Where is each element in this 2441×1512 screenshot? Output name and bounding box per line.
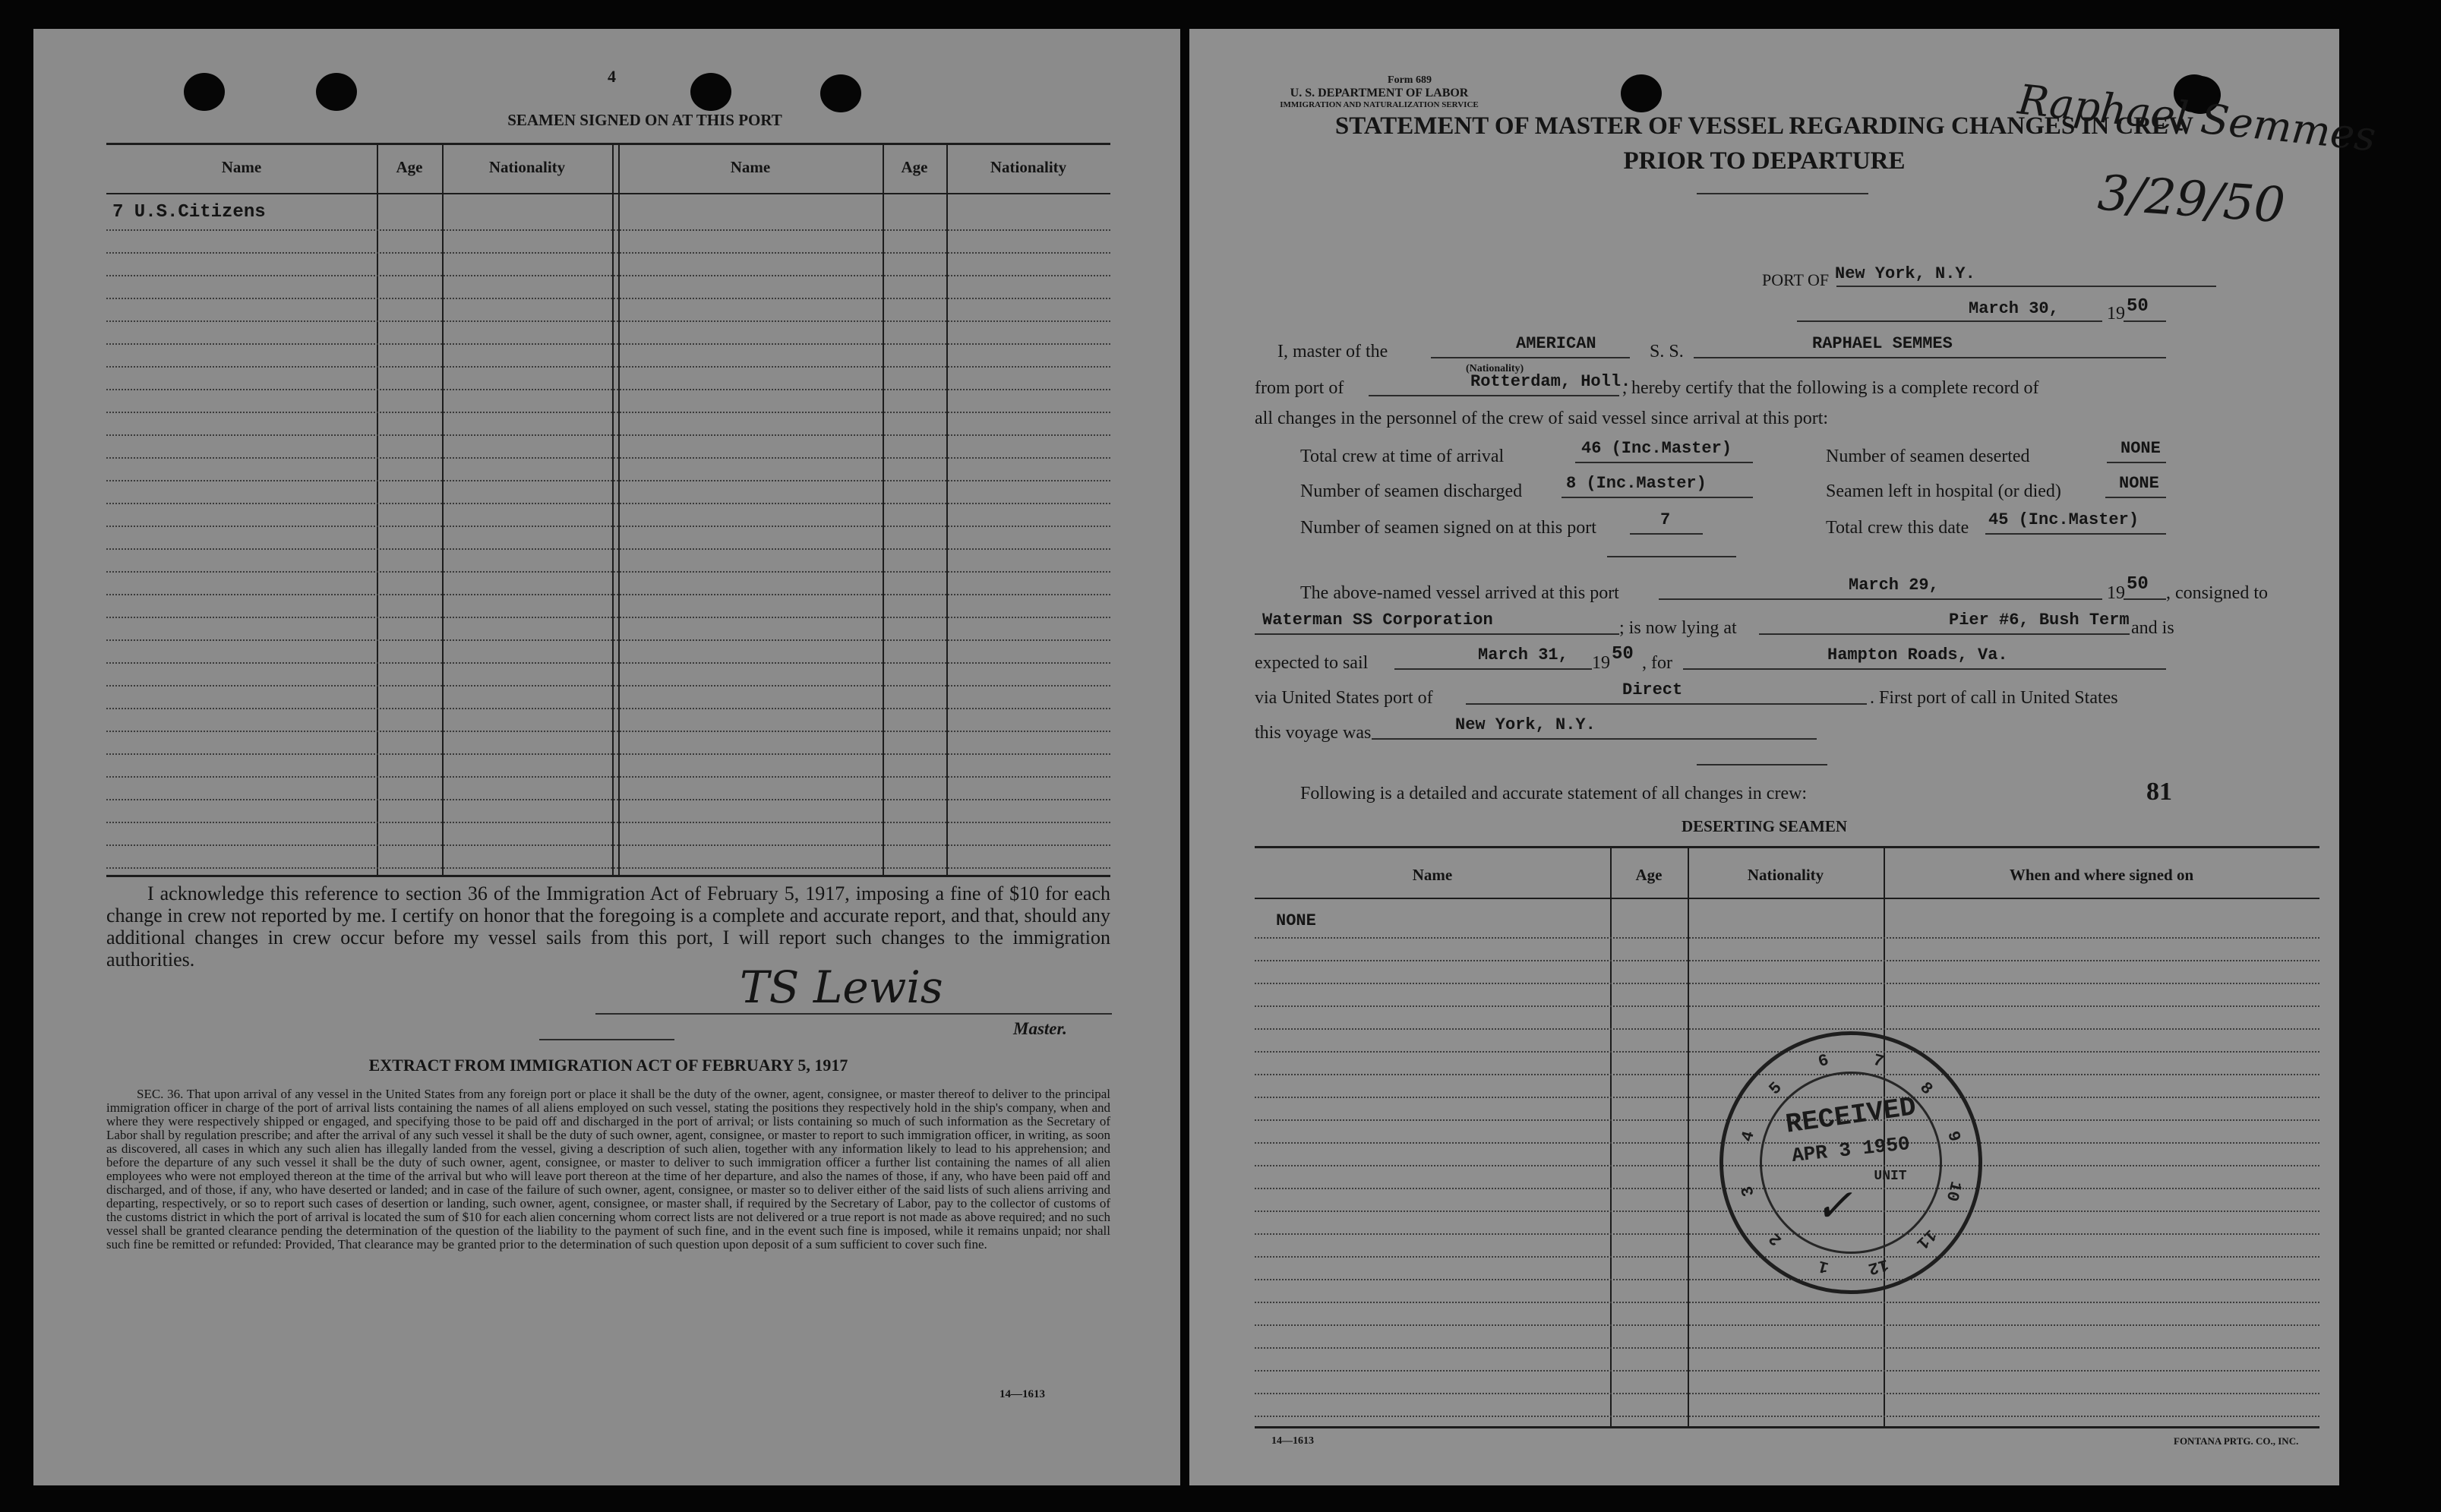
total-crew-arrival-label: Total crew at time of arrival xyxy=(1300,447,1505,466)
ruled-line xyxy=(106,639,1110,641)
left-page xyxy=(33,29,1180,1485)
page-number: 4 xyxy=(608,67,616,86)
date-line xyxy=(1797,320,2102,322)
desert-col-divider xyxy=(1610,848,1612,1428)
total-today-label: Total crew this date xyxy=(1826,518,1969,538)
ruled-line xyxy=(1255,1416,2319,1417)
via-label: via United States port of xyxy=(1255,688,1433,708)
vessel-name-value: RAPHAEL SEMMES xyxy=(1812,334,1953,353)
deserted-line xyxy=(2107,462,2166,463)
ruled-line xyxy=(1255,1279,2319,1280)
desert-header-nationality: Nationality xyxy=(1747,866,1824,884)
ruled-line xyxy=(106,594,1110,595)
and-is-label: and is xyxy=(2131,618,2174,638)
total-changes-value: 81 xyxy=(2146,778,2172,806)
ruled-line xyxy=(106,571,1110,573)
printer-name: FONTANA PRTG. CO., INC. xyxy=(2174,1435,2299,1447)
stamp-initials: ✓ xyxy=(1814,1179,1853,1233)
port-value: New York, N.Y. xyxy=(1835,264,1975,283)
destination-value: Hampton Roads, Va. xyxy=(1827,646,2008,664)
table-bottom-rule xyxy=(106,875,1110,877)
deserted-label: Number of seamen deserted xyxy=(1826,447,2030,466)
date-year-prefix: 19 xyxy=(2107,304,2125,324)
col-divider xyxy=(442,144,444,875)
ruled-line xyxy=(1255,1370,2319,1372)
first-port-label: . First port of call in United States xyxy=(1870,688,2118,708)
desert-table-bottom xyxy=(1255,1426,2319,1428)
date-value: March 30, xyxy=(1969,299,2059,318)
total-crew-arrival-value: 46 (Inc.Master) xyxy=(1581,439,1732,458)
ruled-line xyxy=(1255,1347,2319,1349)
date-year: 50 xyxy=(2127,296,2149,317)
form-code: 14—1613 xyxy=(1271,1435,1314,1447)
from-port-line xyxy=(1369,395,1619,396)
col-header-nationality-2: Nationality xyxy=(990,158,1067,176)
ruled-line xyxy=(106,731,1110,732)
expected-year: 50 xyxy=(1612,644,1634,664)
punch-hole xyxy=(690,73,731,111)
stamp-ring-number: 11 xyxy=(1912,1225,1940,1253)
master-of-label: I, master of the xyxy=(1277,342,1388,361)
ruled-line xyxy=(106,822,1110,823)
consignee-value: Waterman SS Corporation xyxy=(1262,611,1493,630)
col-header-age-2: Age xyxy=(901,158,928,176)
ruled-line xyxy=(106,457,1110,459)
stamp-ring-number: 12 xyxy=(1866,1255,1891,1279)
arrived-year-prefix: 19 xyxy=(2107,583,2125,603)
lying-at-line xyxy=(1759,633,2130,635)
desert-header-signed-on: When and where signed on xyxy=(2009,866,2194,884)
consignee-line xyxy=(1255,633,1619,635)
ruled-line xyxy=(106,685,1110,687)
divider-rule xyxy=(539,1039,674,1040)
signed-on-label: Number of seamen signed on at this port xyxy=(1300,518,1596,538)
deserting-title: DESERTING SEAMEN xyxy=(1681,817,1848,835)
stamp-ring-number: 4 xyxy=(1737,1128,1759,1144)
from-port-value: Rotterdam, Holl. xyxy=(1470,372,1631,391)
desert-table-top xyxy=(1255,846,2319,848)
certify-text: , hereby certify that the following is a complete record of xyxy=(1622,378,2039,398)
ruled-line xyxy=(106,526,1110,527)
ruled-line xyxy=(106,844,1110,846)
voyage-value: New York, N.Y. xyxy=(1455,715,1596,734)
ruled-line xyxy=(106,298,1110,299)
ruled-line xyxy=(106,320,1110,322)
ruled-line xyxy=(106,503,1110,504)
col-divider xyxy=(618,144,620,875)
via-line xyxy=(1466,703,1867,705)
received-stamp-right xyxy=(1719,1031,1982,1294)
voyage-label: this voyage was xyxy=(1255,723,1372,743)
ruled-line xyxy=(1255,1005,2319,1007)
port-label: PORT OF xyxy=(1762,270,1830,289)
stamp-ring-number: 7 xyxy=(1871,1050,1886,1072)
punch-hole xyxy=(316,73,357,111)
ruled-line xyxy=(106,753,1110,755)
total-today-value: 45 (Inc.Master) xyxy=(1988,510,2139,529)
signature-line xyxy=(595,1013,1112,1015)
signed-on-value: 7 xyxy=(1660,510,1671,529)
ruled-line xyxy=(1255,1028,2319,1030)
desert-col-divider xyxy=(1688,848,1689,1428)
vessel-name-line xyxy=(1694,357,2166,358)
ruled-line xyxy=(106,867,1110,869)
desert-table-header-rule xyxy=(1255,898,2319,899)
hospital-label: Seamen left in hospital (or died) xyxy=(1826,481,2061,501)
master-label: Master. xyxy=(1013,1019,1067,1038)
ruled-line xyxy=(106,343,1110,345)
service-name: IMMIGRATION AND NATURALIZATION SERVICE xyxy=(1280,100,1479,109)
expected-value: March 31, xyxy=(1478,646,1568,664)
arrived-label: The above-named vessel arrived at this port xyxy=(1300,583,1619,603)
for-label: , for xyxy=(1642,653,1672,673)
ruled-line xyxy=(106,412,1110,413)
discharged-line xyxy=(1562,497,1753,498)
col-header-age: Age xyxy=(396,158,423,176)
section-title: SEAMEN SIGNED ON AT THIS PORT xyxy=(507,111,782,129)
nationality-value: AMERICAN xyxy=(1516,334,1596,353)
col-divider xyxy=(377,144,378,875)
consigned-to-label: , consigned to xyxy=(2166,583,2268,603)
signed-on-line xyxy=(1630,533,1703,535)
ruled-line xyxy=(106,366,1110,368)
table-header-rule xyxy=(106,193,1110,194)
voyage-line xyxy=(1372,738,1817,740)
acknowledgment-text: I acknowledge this reference to section 36 of the Immigration Act of February 5, 1917, imposing a fine of $10 for each change in crew not reported by me. I certify on honor that the foregoing is a complete and accurate report, and that, should any additional changes in crew occur before my vessel sails from this port, I will report such changes to the immigration authorities. xyxy=(106,882,1110,971)
right-page xyxy=(1189,29,2379,1485)
following-label: Following is a detailed and accurate statement of all changes in crew: xyxy=(1300,784,1808,803)
ruled-line xyxy=(1255,1393,2319,1394)
ruled-line xyxy=(106,252,1110,254)
form-title: STATEMENT OF MASTER OF VESSEL REGARDING CHANGES IN CREW xyxy=(1334,112,2194,140)
lying-at-label: ; is now lying at xyxy=(1619,618,1737,638)
ruled-line xyxy=(106,617,1110,618)
ruled-line xyxy=(106,389,1110,390)
ruled-line xyxy=(106,799,1110,800)
col-divider xyxy=(946,144,948,875)
deserted-value: NONE xyxy=(2120,439,2161,458)
ruled-line xyxy=(106,275,1110,276)
ruled-line xyxy=(106,708,1110,709)
total-crew-arrival-line xyxy=(1575,462,1753,463)
ss-label: S. S. xyxy=(1650,342,1684,361)
discharged-value: 8 (Inc.Master) xyxy=(1566,474,1707,493)
from-port-label: from port of xyxy=(1255,378,1344,398)
form-number: Form 689 xyxy=(1388,74,1432,86)
stamp-ring-number: 3 xyxy=(1737,1184,1759,1199)
extract-body: SEC. 36. That upon arrival of any vessel in the United States from any foreign port or place it shall be the duty of the owner, agent, consignee, or master thereof to deliver to the principal immigration officer in charge of the port of arrival lists containing the names of all aliens employed on such vessel, stating the positions they respectively hold in the ship's company, when and where they were respectively shipped or engaged, and specifying those to be paid off and discharged in the port of arrival; or lists containing so much of such information as the Secretary of Labor shall by regulation prescribe; and after the arrival of any such vessel it shall be the duty of such owner, agent, consignee, or master to report to such immigration officer, in writing, as soon as discovered, all cases in which any such alien has illegally landed from the vessel, giving a description of such alien, together with any information likely to lead to his apprehension; and before the departure of any such vessel it shall be the duty of such owner, agent, consignee, or master to deliver to such immigration officer a further list containing the names of all alien employees who were not employed thereon at the time of the arrival but who will leave port thereon at the time of her departure, and also the names of those, if any, who have been paid off and discharged, and of those, if any, who have deserted or landed; and in case of the failure of such owner, agent, consignee, or master so to deliver either of the said lists of such aliens arriving and departing, respectively, or so to report such cases of desertion or landing, such owner, agent, consignee, or master shall, if required by the Secretary of Labor, pay to the collector of customs of the customs district in which the port of arrival is located the sum of $10 for each alien concerning whom correct lists are not delivered or a true report is not made as above required; and no such vessel shall be granted clearance pending the determination of the question of the liability to the payment of such fine, and in the event such fine is imposed, while it remains unpaid; nor shall such fine be remitted or refunded: Provided, That clearance may be granted prior to the determination of such question upon deposit of a sum sufficient to cover such fine. xyxy=(106,1087,1110,1252)
ruled-line xyxy=(106,229,1110,231)
stamp-date: APR 3 1950 xyxy=(1790,1132,1912,1168)
extract-title: EXTRACT FROM IMMIGRATION ACT OF FEBRUARY 5, 1917 xyxy=(368,1056,848,1075)
title-rule xyxy=(1697,193,1868,194)
arrived-value: March 29, xyxy=(1849,576,1939,595)
lying-at-value: Pier #6, Bush Term xyxy=(1949,611,2130,630)
stamp-ring-number: 10 xyxy=(1941,1179,1966,1204)
via-value: Direct xyxy=(1622,680,1683,699)
port-line xyxy=(1836,286,2216,287)
ruled-line xyxy=(106,548,1110,550)
desert-header-name: Name xyxy=(1412,866,1453,884)
punch-hole xyxy=(820,74,861,112)
ruled-line xyxy=(106,662,1110,664)
form-code: 14—1613 xyxy=(999,1388,1045,1400)
stamp-ring-number: 9 xyxy=(1943,1128,1964,1144)
stamp-received-text: RECEIVED xyxy=(1783,1091,1918,1141)
handwritten-vessel-name: Raphael Semmes xyxy=(2016,75,2379,161)
stamp-ring-number: 1 xyxy=(1816,1255,1831,1277)
desert-header-age: Age xyxy=(1635,866,1663,884)
col-header-name: Name xyxy=(221,158,262,176)
department-name: U. S. DEPARTMENT OF LABOR xyxy=(1290,87,1469,99)
hospital-line xyxy=(2105,497,2166,498)
ruled-line xyxy=(1255,1324,2319,1326)
signed-on-entry: 7 U.S.Citizens xyxy=(112,202,266,223)
arrived-year-line xyxy=(2124,598,2166,600)
handwritten-date: 3/29/50 xyxy=(2095,165,2287,235)
stamp-ring-number: 5 xyxy=(1765,1078,1786,1100)
ruled-line xyxy=(1255,983,2319,984)
col-divider xyxy=(883,144,884,875)
col-divider xyxy=(612,144,614,875)
stamp-ring-number: 6 xyxy=(1816,1050,1831,1072)
arrived-line xyxy=(1659,598,2102,600)
expected-label: expected to sail xyxy=(1255,653,1369,673)
ruled-line xyxy=(106,480,1110,481)
expected-year-prefix: 19 xyxy=(1592,653,1610,673)
certify-text-2: all changes in the personnel of the crew of said vessel since arrival at this port: xyxy=(1255,409,1829,428)
ruled-line xyxy=(106,776,1110,778)
nationality-caption: (Nationality) xyxy=(1466,363,1524,374)
ruled-line xyxy=(1255,1302,2319,1303)
ruled-line xyxy=(1255,937,2319,939)
arrived-year: 50 xyxy=(2127,574,2149,595)
year-line xyxy=(2124,320,2166,322)
master-signature: TS Lewis xyxy=(740,961,943,1013)
nationality-line xyxy=(1431,357,1630,358)
col-header-nationality: Nationality xyxy=(488,158,566,176)
discharged-label: Number of seamen discharged xyxy=(1300,481,1523,501)
expected-line xyxy=(1394,668,1592,670)
desert-entry: NONE xyxy=(1276,911,1316,930)
punch-hole xyxy=(1621,74,1662,112)
total-today-line xyxy=(1985,533,2166,535)
punch-hole xyxy=(184,73,225,111)
stamp-unit-text: UNIT xyxy=(1874,1169,1907,1184)
ruled-line xyxy=(1255,960,2319,961)
table-top-rule xyxy=(106,143,1110,145)
voyage-rule xyxy=(1697,764,1827,765)
destination-line xyxy=(1683,668,2166,670)
stamp-ring-number: 2 xyxy=(1765,1228,1786,1249)
stamp-ring-number: 8 xyxy=(1915,1078,1937,1100)
form-subtitle: PRIOR TO DEPARTURE xyxy=(1623,147,1906,175)
ruled-line xyxy=(106,434,1110,436)
hospital-value: NONE xyxy=(2119,474,2159,493)
counts-rule xyxy=(1607,556,1736,557)
col-header-name-2: Name xyxy=(730,158,771,176)
